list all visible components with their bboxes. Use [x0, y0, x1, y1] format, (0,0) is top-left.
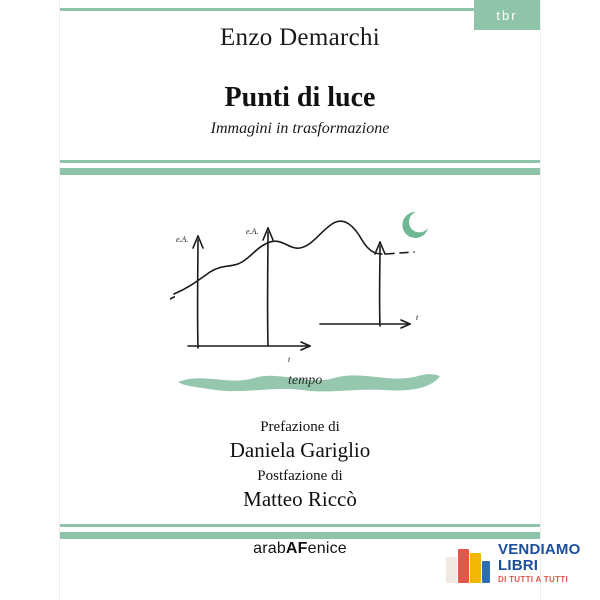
watermark-text	[498, 542, 580, 584]
preface-label: Prefazione di	[260, 419, 340, 435]
svg-text:e.A.: e.A.	[176, 235, 189, 244]
svg-text:e.A.: e.A.	[246, 227, 259, 236]
cover-sheet	[60, 0, 540, 600]
middle-rule-thin	[60, 160, 540, 163]
top-rule	[60, 8, 540, 11]
watermark-line-3: DI TUTTI A TUTTI	[498, 574, 568, 584]
preface-author: Daniela Gariglio	[229, 438, 371, 462]
publisher-part-3: enice	[307, 540, 347, 557]
publisher-part-2: AF	[285, 540, 308, 557]
book-title: Punti di luce	[224, 82, 376, 113]
afterword-author: Matteo Riccò	[243, 487, 357, 511]
book-subtitle: Immagini in trasformazione	[210, 120, 390, 137]
author-name: Enzo Demarchi	[219, 24, 381, 51]
books-icon	[446, 543, 490, 583]
svg-text:tempo: tempo	[288, 373, 323, 388]
tbr-badge: tbr	[474, 0, 540, 30]
bottom-rule-thin	[60, 524, 540, 527]
credits-block	[60, 418, 540, 516]
moon-icon	[402, 212, 428, 238]
middle-rule-thick	[60, 168, 540, 175]
svg-text:t: t	[416, 313, 419, 322]
afterword-label: Postfazione di	[257, 468, 343, 484]
svg-text:t: t	[288, 355, 291, 364]
watermark-line-2: LIBRI	[498, 556, 539, 574]
watermark-line-1: VENDIAMO	[498, 541, 581, 559]
cover-illustration	[170, 196, 460, 396]
publisher-part-1: arab	[253, 540, 286, 557]
vendiamo-libri-watermark	[446, 534, 592, 592]
